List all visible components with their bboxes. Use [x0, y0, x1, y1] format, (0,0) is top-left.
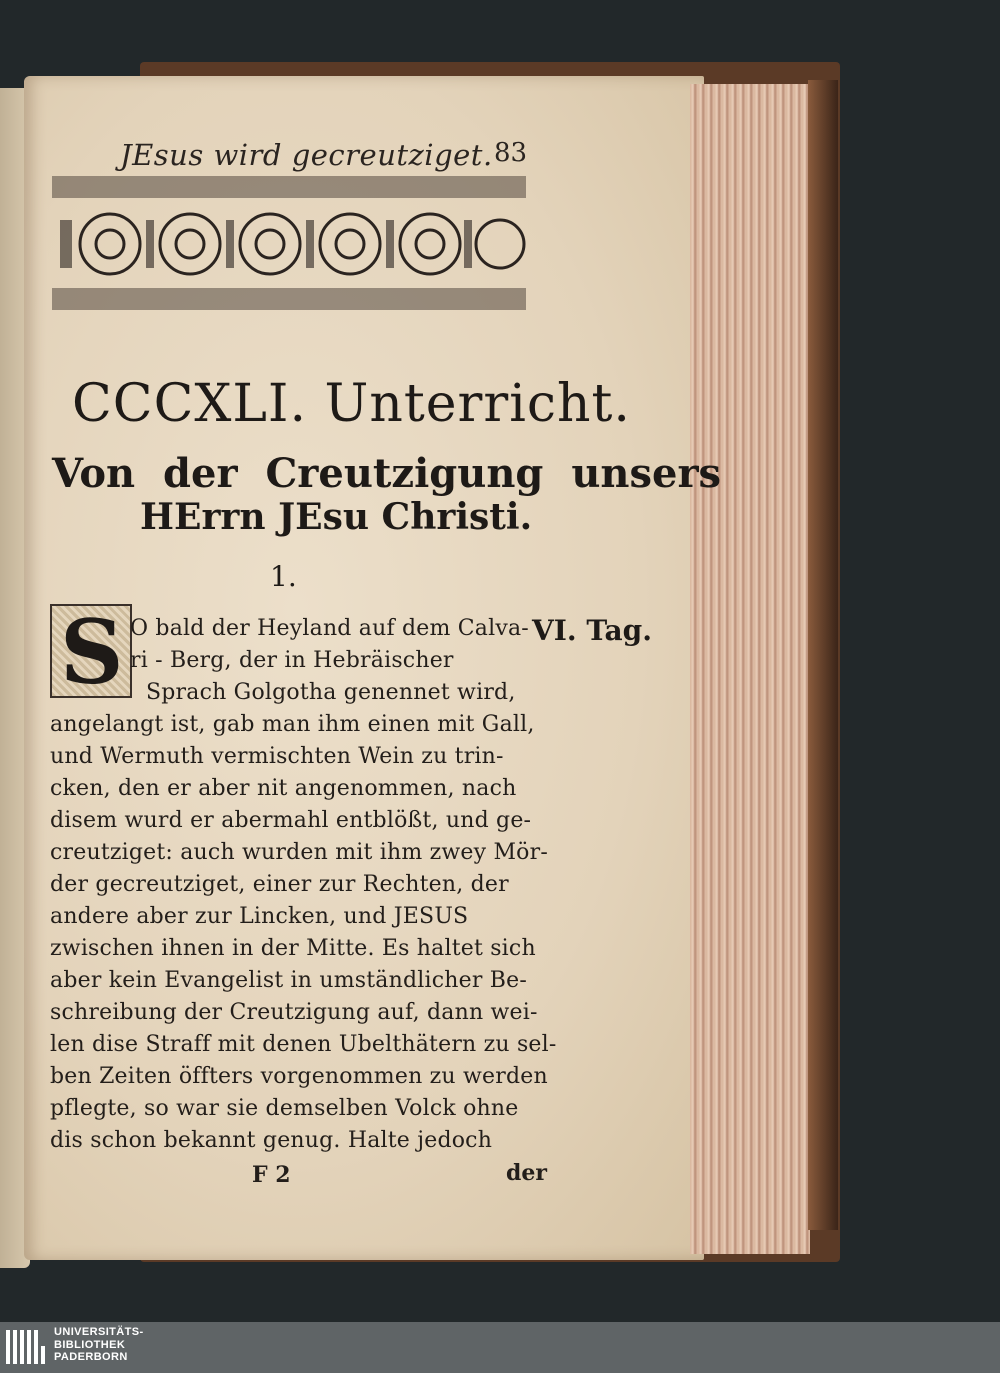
body-line: cken, den er aber nit angenommen, nach — [50, 776, 517, 801]
cover-edge — [808, 80, 838, 1230]
body-line: aber kein Evangelist in umständlicher Be- — [50, 968, 527, 993]
body-line: und Wermuth vermischten Wein zu trin- — [50, 744, 504, 769]
page-edges — [690, 84, 810, 1254]
drop-cap — [50, 600, 132, 704]
body-line: ri - Berg, der in Hebräischer — [130, 648, 454, 673]
body-line: zwischen ihnen in der Mitte. Es haltet sich — [50, 936, 536, 961]
page-number: 83 — [494, 138, 528, 168]
body-line: der gecreutziget, einer zur Rechten, der — [50, 872, 509, 897]
library-logo-text — [54, 1326, 144, 1364]
body-line: ben Zeiten öffters vorgenommen zu werden — [50, 1064, 548, 1089]
running-head: JEsus wird gecreutziget. — [120, 138, 493, 172]
section-number: 1. — [270, 560, 297, 593]
chapter-subtitle-line2: HErrn JEsu Christi. — [140, 496, 533, 538]
ornamental-headpiece — [50, 172, 528, 318]
library-name-line3: PADERBORN — [54, 1351, 128, 1363]
catchword: der — [506, 1160, 547, 1186]
library-logo-icon — [6, 1326, 46, 1368]
chapter-subtitle-line1: Von der Creutzigung unsers — [52, 450, 722, 497]
body-line: creutziget: auch wurden mit ihm zwey Mör- — [50, 840, 548, 865]
body-line: pflegte, so war sie demselben Volck ohne — [50, 1096, 519, 1121]
signature-mark: F 2 — [252, 1162, 291, 1188]
body-line: Sprach Golgotha genennet wird, — [146, 680, 516, 705]
body-line: angelangt ist, gab man ihm einen mit Gall, — [50, 712, 535, 737]
body-line: dis schon bekannt genug. Halte jedoch — [50, 1128, 493, 1153]
body-line: disem wurd er abermahl entblößt, und ge- — [50, 808, 532, 833]
library-name-line1: UNIVERSITÄTS- — [54, 1326, 144, 1338]
body-line: schreibung der Creutzigung auf, dann wei- — [50, 1000, 538, 1025]
drop-cap-letter: S — [60, 600, 124, 704]
footer-bar — [0, 1322, 1000, 1373]
body-line: len dise Straff mit denen Ubelthätern zu sel- — [50, 1032, 557, 1057]
chapter-title: CCCXLI. Unterricht. — [72, 374, 631, 434]
library-name-line2: BIBLIOTHEK — [54, 1338, 126, 1351]
margin-note: VI. Tag. — [532, 614, 652, 647]
body-line: andere aber zur Lincken, und JESUS — [50, 904, 469, 929]
body-line: O bald der Heyland auf dem Calva- — [130, 616, 529, 641]
